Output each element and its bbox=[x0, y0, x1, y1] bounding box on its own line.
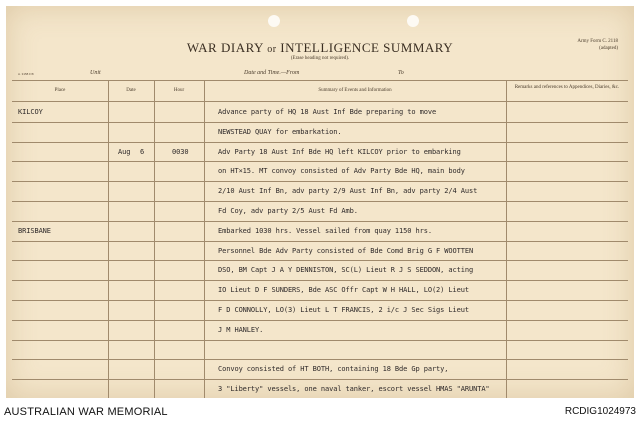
row-rule bbox=[12, 201, 628, 202]
diary-sheet bbox=[6, 6, 634, 398]
entry-summary: Advance party of HQ 18 Aust Inf Bde preparing to move bbox=[218, 108, 437, 116]
entry-summary: J M HANLEY. bbox=[218, 326, 264, 334]
row-rule bbox=[12, 161, 628, 162]
entry-summary: on HT×15. MT convoy consisted of Adv Party Bde HQ, main body bbox=[218, 167, 465, 175]
col-header-remarks: Remarks and references to Appendices, Diaries, &c. bbox=[514, 85, 620, 90]
entry-summary: NEWSTEAD QUAY for embarkation. bbox=[218, 128, 342, 136]
row-rule bbox=[12, 359, 628, 360]
entry-summary: Convoy consisted of HT BOTH, containing 18 Bde Gp party, bbox=[218, 365, 449, 373]
col-divider-hour bbox=[204, 80, 205, 398]
row-rule bbox=[12, 320, 628, 321]
entry-place: BRISBANE bbox=[18, 227, 51, 235]
footer-source: AUSTRALIAN WAR MEMORIAL bbox=[4, 406, 168, 418]
army-form-number: Army Form C. 2118 bbox=[577, 39, 618, 44]
row-rule bbox=[12, 142, 628, 143]
entry-date-day: 6 bbox=[140, 148, 145, 156]
punch-hole-left bbox=[268, 15, 280, 27]
row-rule bbox=[12, 260, 628, 261]
entry-summary: IO Lieut D F SUNDERS, Bde ASC Offr Capt W H HALL, LO(2) Lieut bbox=[218, 286, 469, 294]
entry-summary: DSO, BM Capt J A Y DENNISTON, SC(L) Lieut R J S SEDDON, acting bbox=[218, 266, 474, 274]
title-war-diary: WAR DIARY bbox=[186, 40, 264, 55]
to-label: To bbox=[398, 70, 404, 76]
row-rule bbox=[12, 280, 628, 281]
row-rule bbox=[12, 241, 628, 242]
col-header-summary: Summary of Events and Information bbox=[318, 88, 392, 93]
col-divider-place bbox=[108, 80, 109, 398]
form-reference: A. 3158 F/8 bbox=[18, 72, 34, 76]
col-divider-date bbox=[154, 80, 155, 398]
col-header-hour: Hour bbox=[173, 88, 185, 93]
row-rule bbox=[12, 221, 628, 222]
entry-summary: 2/10 Aust Inf Bn, adv party 2/9 Aust Inf Bn, adv party 2/4 Aust bbox=[218, 187, 478, 195]
col-divider-summary bbox=[506, 80, 507, 398]
title-intelligence-summary: INTELLIGENCE SUMMARY bbox=[280, 40, 454, 55]
row-rule bbox=[12, 340, 628, 341]
header-top-rule bbox=[12, 80, 628, 81]
date-time-label: Date and Time.—From bbox=[244, 70, 300, 76]
row-rule bbox=[12, 122, 628, 123]
header-bottom-rule bbox=[12, 101, 628, 102]
entry-summary: Personnel Bde Adv Party consisted of Bde Comd Brig G F WOOTTEN bbox=[218, 247, 474, 255]
entry-hour: 0030 bbox=[172, 148, 189, 156]
army-form-label bbox=[577, 38, 618, 52]
entry-summary: F D CONNOLLY, LO(3) Lieut L T FRANCIS, 2 i/c J Sec Sigs Lieut bbox=[218, 306, 469, 314]
unit-label: Unit bbox=[90, 70, 101, 76]
row-rule bbox=[12, 300, 628, 301]
title-or: or bbox=[267, 44, 277, 55]
row-rule bbox=[12, 379, 628, 380]
army-form-note: (adapted) bbox=[599, 46, 618, 51]
entry-place: KILCOY bbox=[18, 108, 43, 116]
entry-date-month: Aug bbox=[118, 148, 131, 156]
entry-summary: 3 "Liberty" vessels, one naval tanker, escort vessel HMAS "ARUNTA" bbox=[218, 385, 490, 393]
col-header-place: Place bbox=[54, 88, 66, 93]
punch-hole-right bbox=[407, 15, 419, 27]
entry-summary: Fd Coy, adv party 2/5 Aust Fd Amb. bbox=[218, 207, 358, 215]
page-subtitle: (Erase heading not required). bbox=[290, 56, 350, 61]
entry-summary: Embarked 1030 hrs. Vessel sailed from quay 1150 hrs. bbox=[218, 227, 432, 235]
col-header-date: Date bbox=[126, 88, 136, 93]
entry-summary: Adv Party 18 Aust Inf Bde HQ left KILCOY prior to embarking bbox=[218, 148, 461, 156]
footer-reference: RCDIG1024973 bbox=[564, 406, 636, 417]
row-rule bbox=[12, 181, 628, 182]
page-title bbox=[6, 40, 634, 56]
